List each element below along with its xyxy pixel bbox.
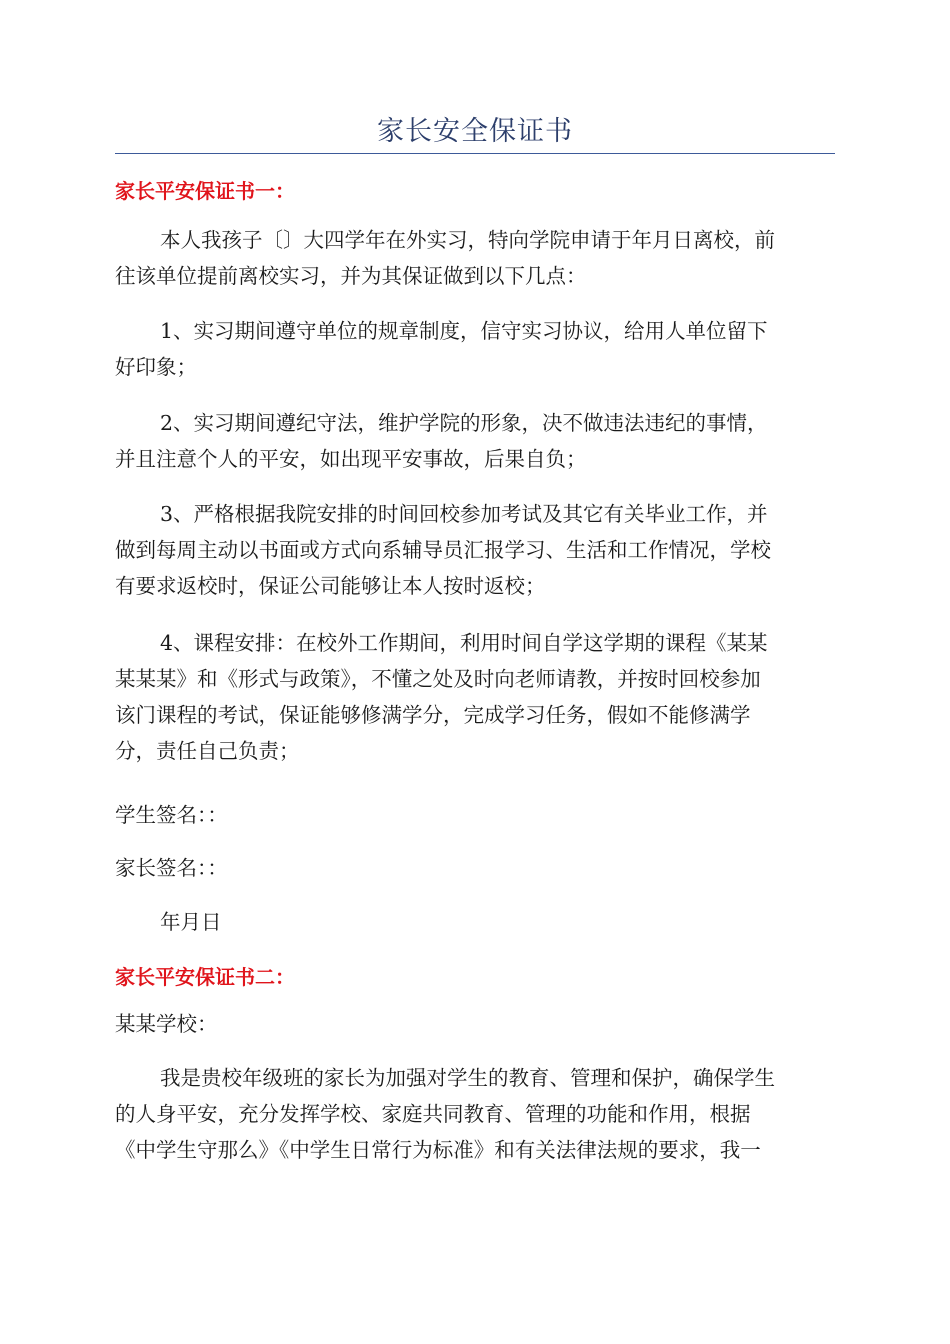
parent-signature-label: 家长签名：： <box>115 856 228 880</box>
paragraph-line: 某某某》和《形式与政策》，不懂之处及时向老师请教，并按时回校参加 <box>115 667 761 691</box>
paragraph-line: 《中学生守那么》《中学生日常行为标准》和有关法律法规的要求，我一 <box>115 1138 761 1162</box>
paragraph-line: 我是贵校年级班的家长为加强对学生的教育、管理和保护，确保学生 <box>160 1066 775 1090</box>
paragraph-line: 3、严格根据我院安排的时间回校参加考试及其它有关毕业工作，并 <box>160 502 768 526</box>
paragraph-line: 好印象； <box>115 355 197 379</box>
date-label: 年月日 <box>160 910 222 934</box>
paragraph-line: 有要求返校时，保证公司能够让本人按时返校； <box>115 574 546 598</box>
paragraph-line: 并且注意个人的平安，如出现平安事故，后果自负； <box>115 447 587 471</box>
paragraph-line: 本人我孩子〔〕大四学年在外实习，特向学院申请于年月日离校，前 <box>160 228 775 252</box>
paragraph-line: 2、实习期间遵纪守法，维护学院的形象，决不做违法违纪的事情， <box>160 411 768 435</box>
paragraph-line: 4、课程安排：在校外工作期间，利用时间自学这学期的课程《某某 <box>160 631 768 655</box>
paragraph-line: 的人身平安，充分发挥学校、家庭共同教育、管理的功能和作用，根据 <box>115 1102 751 1126</box>
section1-item1 <box>115 313 835 385</box>
section1-item2 <box>115 405 835 477</box>
paragraph-line: 分，责任自己负责； <box>115 739 300 763</box>
section1-item3 <box>115 496 835 604</box>
parent-signature <box>115 850 835 886</box>
title-underline <box>115 153 835 154</box>
document-title: 家长安全保证书 <box>377 116 573 147</box>
section1-intro <box>115 222 835 294</box>
paragraph-line: 往该单位提前离校实习，并为其保证做到以下几点： <box>115 264 587 288</box>
salutation-text: 某某学校： <box>115 1012 218 1036</box>
section2-body <box>115 1060 835 1168</box>
student-signature <box>115 797 835 833</box>
section2-salutation <box>115 1006 835 1042</box>
signature-date <box>115 904 835 940</box>
paragraph-line: 该门课程的考试，保证能够修满学分，完成学习任务，假如不能修满学 <box>115 703 751 727</box>
student-signature-label: 学生签名：： <box>115 803 228 827</box>
paragraph-line: 1、实习期间遵守单位的规章制度，信守实习协议，给用人单位留下 <box>160 319 768 343</box>
section2-heading: 家长平安保证书二： <box>115 965 295 989</box>
section1-heading: 家长平安保证书一： <box>115 179 295 203</box>
paragraph-line: 做到每周主动以书面或方式向系辅导员汇报学习、生活和工作情况，学校 <box>115 538 771 562</box>
section1-item4 <box>115 625 835 769</box>
